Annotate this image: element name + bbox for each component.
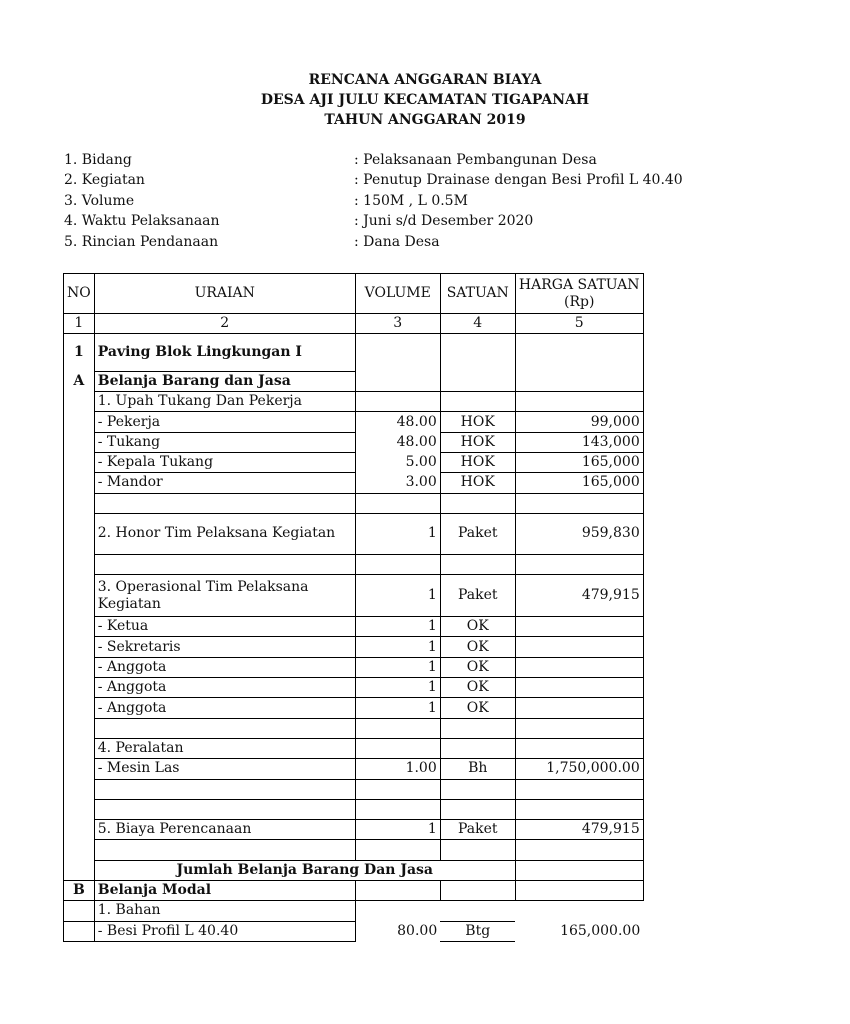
item-satuan: OK <box>440 637 515 657</box>
item-satuan: Paket <box>440 575 515 617</box>
spacer-row <box>64 799 644 819</box>
document-title-block <box>0 70 850 130</box>
index-uraian: 2 <box>94 314 355 334</box>
title-line-1: RENCANA ANGGARAN BIAYA <box>308 72 542 88</box>
table-row <box>64 698 644 718</box>
item-satuan: HOK <box>440 452 515 472</box>
index-no: 1 <box>64 314 95 334</box>
item-volume: 80.00 <box>397 922 438 939</box>
table-row <box>64 759 644 779</box>
item-satuan: HOK <box>440 412 515 432</box>
item-volume: 1 <box>355 617 440 637</box>
section-row <box>64 371 644 391</box>
info-value: : Pelaksanaan Pembangunan Desa <box>354 152 597 168</box>
spacer-row <box>64 840 644 860</box>
table-row <box>64 901 644 921</box>
item-satuan: HOK <box>440 432 515 452</box>
item-uraian: - Mesin Las <box>94 759 355 779</box>
item-satuan: Paket <box>440 513 515 554</box>
item-harga: 479,915 <box>515 575 643 617</box>
item-satuan: OK <box>440 657 515 677</box>
item-uraian: - Anggota <box>94 678 355 698</box>
info-label: 5. Rincian Pendanaan <box>64 233 219 250</box>
item-uraian: 3. Operasional Tim Pelaksana Kegiatan <box>94 575 355 617</box>
table-row <box>64 432 644 452</box>
item-uraian: - Sekretaris <box>94 637 355 657</box>
item-harga: 959,830 <box>515 513 643 554</box>
item-satuan: Btg <box>440 921 515 941</box>
subtotal-row <box>64 860 644 880</box>
section-row <box>64 334 644 372</box>
section-no: B <box>64 881 95 901</box>
item-uraian: - Anggota <box>94 657 355 677</box>
title-line-2: DESA AJI JULU KECAMATAN TIGAPANAH <box>260 92 590 108</box>
info-value: : 150M , L 0.5M <box>354 192 468 209</box>
item-satuan: OK <box>440 617 515 637</box>
table-header-row <box>64 274 644 314</box>
header-uraian: URAIAN <box>94 274 355 314</box>
item-uraian: - Kepala Tukang <box>94 452 355 472</box>
item-title: 1. Bahan <box>94 901 355 921</box>
budget-table <box>63 273 644 942</box>
table-row <box>64 921 644 941</box>
item-uraian: - Besi Profil L 40.40 <box>94 921 355 941</box>
section-no: 1 <box>64 334 95 372</box>
item-volume: 1 <box>355 575 440 617</box>
item-uraian: - Mandor <box>94 473 355 493</box>
table-row <box>64 678 644 698</box>
section-title: Belanja Barang dan Jasa <box>94 371 355 391</box>
section-title: Paving Blok Lingkungan I <box>94 334 355 372</box>
item-title: 1. Upah Tukang Dan Pekerja <box>94 392 355 412</box>
item-satuan: HOK <box>440 473 515 493</box>
section-row <box>64 881 644 901</box>
spacer-row <box>64 493 644 513</box>
item-satuan: OK <box>440 678 515 698</box>
info-value: : Juni s/d Desember 2020 <box>354 213 534 230</box>
table-row <box>64 392 644 412</box>
header-volume: VOLUME <box>355 274 440 314</box>
item-volume: 3.00 <box>355 473 440 493</box>
table-row <box>64 513 644 554</box>
item-volume: 1 <box>355 820 440 840</box>
item-harga: 99,000 <box>515 412 643 432</box>
spacer-row <box>64 554 644 574</box>
item-harga: 165,000.00 <box>560 922 641 939</box>
table-row <box>64 452 644 472</box>
item-harga: 143,000 <box>515 432 643 452</box>
table-row <box>64 657 644 677</box>
info-label: 3. Volume <box>64 192 135 209</box>
item-uraian: - Pekerja <box>94 412 355 432</box>
subtotal-label: Jumlah Belanja Barang Dan Jasa <box>94 860 515 880</box>
table-row <box>64 575 644 617</box>
info-label: 2. Kegiatan <box>64 172 145 189</box>
section-title: Belanja Modal <box>94 881 355 901</box>
spacer-row <box>64 718 644 738</box>
item-volume: 1 <box>355 657 440 677</box>
item-harga: 165,000 <box>515 452 643 472</box>
header-no: NO <box>64 274 95 314</box>
item-harga: 165,000 <box>515 473 643 493</box>
item-satuan: Bh <box>440 759 515 779</box>
item-volume: 1 <box>355 678 440 698</box>
item-harga: 1,750,000.00 <box>515 759 643 779</box>
table-index-row <box>64 314 644 334</box>
header-harga-satuan: HARGA SATUAN (Rp) <box>515 274 643 314</box>
item-uraian: - Anggota <box>94 698 355 718</box>
table-row <box>64 820 644 840</box>
item-satuan: OK <box>440 698 515 718</box>
item-volume: 1 <box>355 637 440 657</box>
item-volume: 48.00 <box>355 412 440 432</box>
info-value: : Dana Desa <box>354 233 440 250</box>
item-volume: 1.00 <box>355 759 440 779</box>
table-row <box>64 738 644 758</box>
item-uraian: - Tukang <box>94 432 355 452</box>
item-harga: 479,915 <box>515 820 643 840</box>
section-no: A <box>64 371 95 391</box>
header-satuan: SATUAN <box>440 274 515 314</box>
item-uraian: - Ketua <box>94 617 355 637</box>
item-satuan: Paket <box>440 820 515 840</box>
title-line-3: TAHUN ANGGARAN 2019 <box>324 112 526 128</box>
item-uraian: 5. Biaya Perencanaan <box>94 820 355 840</box>
index-satuan: 4 <box>440 314 515 334</box>
table-row <box>64 617 644 637</box>
table-row <box>64 637 644 657</box>
info-value: : Penutup Drainase dengan Besi Profil L 40.40 <box>354 172 683 189</box>
item-volume: 48.00 <box>355 432 440 452</box>
item-volume: 1 <box>355 513 440 554</box>
spacer-row <box>64 779 644 799</box>
item-uraian: 2. Honor Tim Pelaksana Kegiatan <box>94 513 355 554</box>
table-row <box>64 412 644 432</box>
index-harga: 5 <box>515 314 643 334</box>
item-title: 4. Peralatan <box>94 738 355 758</box>
info-label: 4. Waktu Pelaksanaan <box>64 213 220 230</box>
item-volume: 5.00 <box>355 452 440 472</box>
index-volume: 3 <box>355 314 440 334</box>
item-volume: 1 <box>355 698 440 718</box>
table-row <box>64 473 644 493</box>
info-label: 1. Bidang <box>64 152 132 168</box>
